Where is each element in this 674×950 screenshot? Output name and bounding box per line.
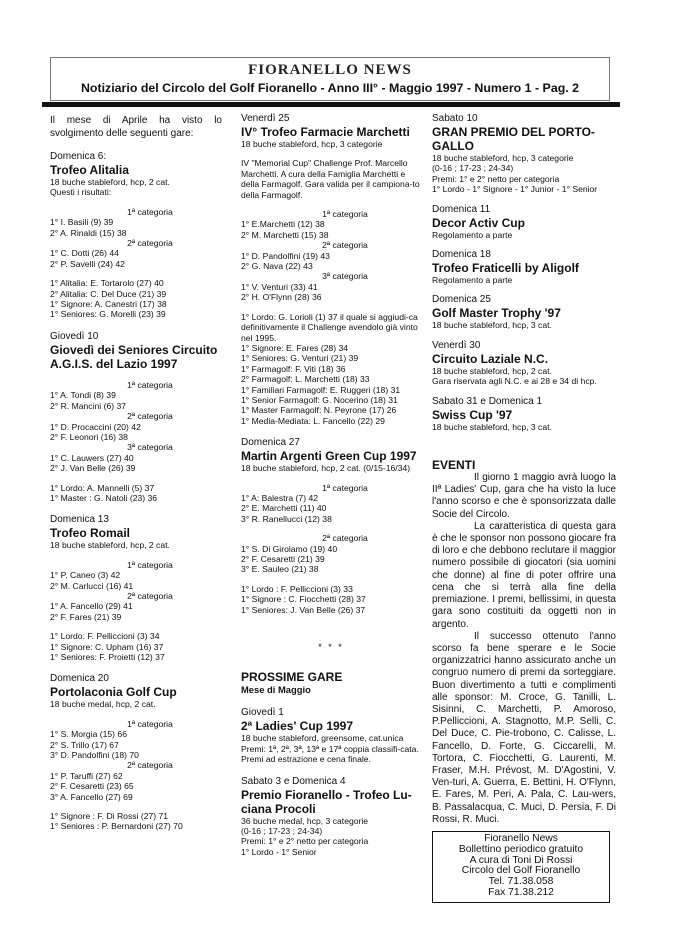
special-award: 1° Signore : C. Fiocchetti (28) 37 xyxy=(241,594,366,605)
event-day: Sabato 10 xyxy=(432,113,478,124)
special-award: 2° Alitalia: C. Del Duce (21) 39 xyxy=(50,288,167,299)
special-award: 1° Seniores: G. Venturi (21) 39 xyxy=(241,353,359,364)
masthead-box xyxy=(50,57,610,101)
spacer xyxy=(241,524,421,533)
spacer xyxy=(50,802,222,811)
result-row: 1° S. Morgia (15) 66 xyxy=(50,729,127,740)
category-label: 3ª categoria xyxy=(322,271,368,282)
category-label: 2ª categoria xyxy=(127,411,173,422)
event-detail: 18 buche stableford, hcp, 2 cat. xyxy=(432,365,552,376)
event-title: GRAN PREMIO DEL PORTO-GALLO xyxy=(432,125,595,153)
text-line: (0-16 ; 17-23 ; 24-34) xyxy=(241,826,323,837)
colophon-line: Fioranello News xyxy=(484,832,558,844)
result-row: 1° E.Marchetti (12) 38 xyxy=(241,219,325,230)
event-details xyxy=(241,816,421,858)
masthead-title: FIORANELLO NEWS xyxy=(248,62,412,78)
special-award: 1° Signore: C. Upham (16) 37 xyxy=(50,641,164,652)
result-row: 2° G. Nava (22) 43 xyxy=(241,261,313,272)
special-award: 1° Familiari Farmagolf: E. Ruggeri (18) 31 xyxy=(241,384,401,395)
event-title: Golf Master Trophy '97 xyxy=(432,306,561,321)
event-title: Trofeo Romail xyxy=(50,526,131,541)
column-upcoming-and-events xyxy=(432,113,616,903)
text-line: Premi ad estrazione e cena finale. xyxy=(241,754,371,765)
upcoming-ladies-cup xyxy=(241,707,421,764)
category-label: 1ª categoria xyxy=(127,379,173,390)
special-award: 2° Farmagolf: L. Marchetti (18) 33 xyxy=(241,374,370,385)
april-event xyxy=(50,514,222,662)
text-line: 18 buche stableford, greensome, cat.unica xyxy=(241,733,404,744)
event-title: IV° Trofeo Farmacie Marchetti xyxy=(241,125,410,139)
event-title: Giovedì dei Seniores Circuito A.G.I.S. del Lazio 1997 xyxy=(50,342,218,371)
text-line: 1° Lordo - 1° Senior xyxy=(241,846,317,857)
special-award: 1° Signore: E. Fares (28) 34 xyxy=(241,342,349,353)
event-title: Premio Fioranello - Trofeo Lu-ciana Procoli xyxy=(241,787,412,816)
result-row: 3° A. Fancello (27) 69 xyxy=(50,791,133,802)
result-row: 2° M. Marchetti (15) 38 xyxy=(241,229,329,240)
spacer xyxy=(50,551,222,560)
results-blocks xyxy=(241,483,421,575)
column-april-results-1 xyxy=(50,115,222,832)
event-day: Domenica 27 xyxy=(241,437,300,449)
special-award: 1° Alitalia: E. Tortarolo (27) 40 xyxy=(50,278,164,289)
event-detail: Gara riservata agli N.C. e ai 28 e 34 di hcp. xyxy=(432,376,597,387)
special-award: 1° Lordo : F. Pelliccioni (3) 33 xyxy=(241,583,353,594)
result-row: 2° E. Marchetti (11) 40 xyxy=(241,503,327,514)
event-day: Domenica 25 xyxy=(432,294,491,306)
result-row: 3° E. Sauleo (21) 38 xyxy=(241,564,319,575)
category-label: 1ª categoria xyxy=(127,206,173,217)
event-day: Domenica 11 xyxy=(432,203,491,215)
result-row: 1° A. Tondi (8) 39 xyxy=(50,390,116,401)
section-separator: * * * xyxy=(318,642,344,653)
text-line: Premi: 1ª, 2ª, 3ª, 13ª e 17ª coppia classifi-cata. xyxy=(241,743,419,754)
colophon-line: Bollettino periodico gratuito xyxy=(458,843,584,855)
result-row: 2° S. Trillo (17) 67 xyxy=(50,739,119,750)
spacer xyxy=(50,198,222,207)
colophon-line: Circolo del Golf Fioranello xyxy=(461,865,581,877)
result-row: 3° R. Ranellucci (12) 38 xyxy=(241,513,332,524)
section-subheading: Mese di Maggio xyxy=(241,684,311,696)
result-row: 2° F. Fares (21) 39 xyxy=(50,611,122,622)
event-format: 18 buche stableford, hcp, 2 cat. xyxy=(50,540,170,551)
upcoming-premio-fioranello xyxy=(241,776,421,858)
special-award: 1° Media-Mediata: L. Fancello (22) 29 xyxy=(241,415,385,426)
event-detail: 1° Lordo - 1° Signore - 1° Junior - 1° Senior xyxy=(432,184,598,195)
spacer xyxy=(50,710,222,719)
eventi-article xyxy=(432,472,616,826)
special-award: 1° Lordo: A. Mannelli (5) 37 xyxy=(50,482,155,493)
result-row: 1° D. Pandolfini (19) 43 xyxy=(241,250,330,261)
intro-paragraph: Il mese di Aprile ha visto lo svolgimento delle seguenti gare: xyxy=(50,115,222,139)
event-title: Trofeo Fraticelli by Aligolf xyxy=(432,261,579,276)
event-details xyxy=(241,733,421,764)
upcoming-event xyxy=(432,204,616,240)
column-april-results-2 xyxy=(241,113,421,857)
special-awards xyxy=(241,584,421,615)
april-event xyxy=(50,331,222,503)
result-row: 1° V. Venturi (33) 41 xyxy=(241,281,318,292)
eventi-paragraph: Il successo ottenuto l'anno scorso fa bene sperare e le Socie organizzatrici hanno assicurato anche un congruo numero di premi da sorteggiare. Buon divertimento a tutti e complimenti alle sponsor: M. Croce, G. Tanilli, L. Sisinni, C. Marchetti, P. Amoroso, P.Pelliccioni, A. Stagnotto, M.P. Selli, C. Del Duce, C. Pie-trobono, C. Calisse, L. Fancello, D. Forte, G. Ciccarelli, M. Tortora, C. Fiocchetti, G. Laurenti, M. Fraser, M.H. Prévost, M. D'Agostini, V. Ven-turi, A. Guerra, E. Bettini, H. O'Flynn, E. Fares, M. Peri, A. Pala, C. Lau-wers, B. Passalacqua, C. Muci, D. Persia, F. Di Rossi, R. Muci. xyxy=(432,630,616,825)
event-day: Domenica 13 xyxy=(50,514,109,526)
result-row: 2° J. Van Belle (26) 39 xyxy=(50,463,136,474)
special-award: 1° Lordo: F. Pelliccioni (3) 34 xyxy=(50,631,160,642)
special-award: 1° Master : G. Natoli (23) 36 xyxy=(50,492,158,503)
result-row: 1° C. Dotti (26) 44 xyxy=(50,248,119,259)
special-award: 1° Seniores: G. Morelli (23) 39 xyxy=(50,309,166,320)
category-label: 2ª categoria xyxy=(322,533,368,544)
category-label: 1ª categoria xyxy=(127,718,173,729)
event-format: 18 buche stableford, hcp, 3 categorie xyxy=(241,139,383,149)
upcoming-event xyxy=(432,249,616,285)
event-martin-argenti xyxy=(241,437,421,615)
upcoming-events-list xyxy=(432,113,616,432)
category-label: 1ª categoria xyxy=(322,209,368,220)
event-day: Giovedì 10 xyxy=(50,330,99,342)
result-row: 1° C. Lauwers (27) 40 xyxy=(50,452,134,463)
event-title: Martin Argenti Green Cup 1997 xyxy=(241,449,417,464)
text-line: Premi: 1° e 2° netto per categoria xyxy=(241,836,369,847)
result-row: 2° H. O'Flynn (28) 36 xyxy=(241,292,322,303)
event-title: Decor Activ Cup xyxy=(432,215,525,230)
result-row: 1° A: Balestra (7) 42 xyxy=(241,492,318,503)
special-award: 1° Farmagolf: F. Viti (18) 36 xyxy=(241,363,346,374)
result-row: 1° S. Di Girolamo (19) 40 xyxy=(241,543,338,554)
event-detail: 18 buche stableford, hcp, 3 cat. xyxy=(432,421,552,432)
event-detail: Regolamento a parte xyxy=(432,229,513,240)
special-award: 1° Master Farmagolf: N. Peyrone (17) 26 xyxy=(241,405,397,416)
event-format: 18 buche medal, hcp, 2 cat. xyxy=(50,699,156,710)
upcoming-event xyxy=(432,294,616,330)
april-events-list xyxy=(50,151,222,832)
event-title: Swiss Cup '97 xyxy=(432,407,513,422)
event-title: 2ª Ladies' Cup 1997 xyxy=(241,719,354,734)
results-blocks xyxy=(241,209,421,303)
colophon-line: A cura di Toni Di Rossi xyxy=(469,854,573,866)
result-row: 2° F. Cesaretti (23) 65 xyxy=(50,781,134,792)
section-heading-eventi: EVENTI xyxy=(432,458,476,473)
event-farmacie-marchetti xyxy=(241,113,421,426)
category-label: 2ª categoria xyxy=(127,238,173,249)
event-format: 18 buche stableford, hcp, 2 cat. xyxy=(50,177,170,187)
category-label: 2ª categoria xyxy=(322,240,368,251)
result-row: 1° P. Taruffi (27) 62 xyxy=(50,770,123,781)
upcoming-event xyxy=(432,113,616,195)
colophon-line: Fax 71.38.212 xyxy=(488,886,554,898)
result-row: 1° D. Procaccini (20) 42 xyxy=(50,421,141,432)
special-award: 1° Signore: A. Canestri (17) 38 xyxy=(50,299,167,310)
upcoming-event xyxy=(432,340,616,387)
special-awards xyxy=(241,312,421,426)
event-day: Venerdì 25 xyxy=(241,113,290,124)
category-label: 2ª categoria xyxy=(127,760,173,771)
colophon-box xyxy=(432,831,610,903)
category-label: 2ª categoria xyxy=(127,590,173,601)
text-line: 36 buche medal, hcp, 3 categorie xyxy=(241,815,369,826)
special-award: 1° Signore : F. Di Rossi (27) 71 xyxy=(50,811,169,822)
event-day: Sabato 31 e Domenica 1 xyxy=(432,395,543,407)
event-format: Questi i risultati: xyxy=(50,187,112,198)
event-day: Domenica 18 xyxy=(432,249,491,261)
spacer xyxy=(50,269,222,278)
upcoming-event xyxy=(432,396,616,432)
event-detail: 18 buche stableford, hcp, 3 cat. xyxy=(432,320,552,331)
category-label: 1ª categoria xyxy=(127,559,173,570)
event-title: Trofeo Alitalia xyxy=(50,163,129,177)
april-event xyxy=(50,151,222,320)
result-row: 1° A. Fancello (29) 41 xyxy=(50,601,133,612)
april-event xyxy=(50,673,222,831)
event-title: Portolaconia Golf Cup xyxy=(50,685,177,700)
event-note: IV "Memorial Cup" Challenge Prof. Marcello Marchetti. A cura della Famiglia Marchetti e della Farmagolf. Gara valida per il campiona-to della Farmagolf. xyxy=(241,158,420,200)
result-row: 2° M. Carlucci (16) 41 xyxy=(50,580,134,591)
result-row: 2° F. Cesaretti (21) 39 xyxy=(241,554,325,564)
masthead-rule xyxy=(42,102,620,107)
event-detail: Regolamento a parte xyxy=(432,275,513,286)
result-row: 1° P. Caneo (3) 42 xyxy=(50,570,121,581)
special-award: 1° Seniores : P. Bernardoni (27) 70 xyxy=(50,821,183,832)
spacer xyxy=(50,371,222,380)
spacer xyxy=(50,622,222,631)
event-day: Venerdì 30 xyxy=(432,339,481,351)
event-day: Sabato 3 e Domenica 4 xyxy=(241,775,346,787)
event-day: Domenica 6: xyxy=(50,151,107,162)
category-label: 1ª categoria xyxy=(322,482,368,493)
event-detail: 18 buche stableford, hcp, 3 categorie xyxy=(432,153,574,163)
event-day: Giovedì 1 xyxy=(241,707,284,719)
event-day: Domenica 20 xyxy=(50,673,109,685)
special-award: 1° Senior Farmagolf: G. Nocerino (18) 31 xyxy=(241,394,398,405)
result-row: 2° A. Rinaldi (15) 38 xyxy=(50,227,127,238)
colophon-line: Tel. 71.38.058 xyxy=(488,876,554,888)
eventi-paragraph: Il giorno 1 maggio avrà luogo la IIª Ladies' Cup, gara che ha visto la luce l'anno scorso e che è sponsorizzata dalle Socie del Circolo. xyxy=(432,472,616,520)
category-label: 3ª categoria xyxy=(127,442,173,453)
eventi-paragraph: La caratteristica di questa gara è che le sponsor non possono giocare fra di loro e che debbono reclutare il maggior numero possibile di giocatori (sia uomini che donne) al fine di poter offrire una cena che si terrà alla fine della premiazione. I premi, bellissimi, in questa gara sono costituiti da oggetti non in argento. xyxy=(432,520,616,630)
spacer xyxy=(50,474,222,483)
result-row: 1° I. Basili (9) 39 xyxy=(50,217,114,228)
result-row: 2° F. Leonori (16) 38 xyxy=(50,431,128,442)
event-format: 18 buche stableford, hcp, 2 cat. (0/15-16/34) xyxy=(241,463,411,474)
result-row: 2° R. Mancini (6) 37 xyxy=(50,400,127,411)
special-award: 1° Seniores: F. Proietti (12) 37 xyxy=(50,652,165,662)
masthead-subtitle: Notiziario del Circolo del Golf Fioranello - Anno III° - Maggio 1997 - Numero 1 - Pag. 2 xyxy=(80,81,580,95)
event-title: Circuito Laziale N.C. xyxy=(432,351,549,366)
result-row: 3° D. Pandolfini (18) 70 xyxy=(50,750,139,761)
special-award: 1° Lordo: G. Lorioli (1) 37 il quale si aggiudi-ca definitivamente il Challenge avendolo già vinto nel 1995. xyxy=(241,311,418,343)
section-heading-prossime-gare: PROSSIME GARE xyxy=(241,670,343,685)
event-detail: Premi: 1° e 2° netto per categoria xyxy=(432,173,560,184)
result-row: 2° P. Savelli (24) 42 xyxy=(50,258,125,269)
event-detail: (0-16 ; 17-23 ; 24-34) xyxy=(432,163,514,174)
special-award: 1° Seniores: J. Van Belle (26) 37 xyxy=(241,604,366,615)
